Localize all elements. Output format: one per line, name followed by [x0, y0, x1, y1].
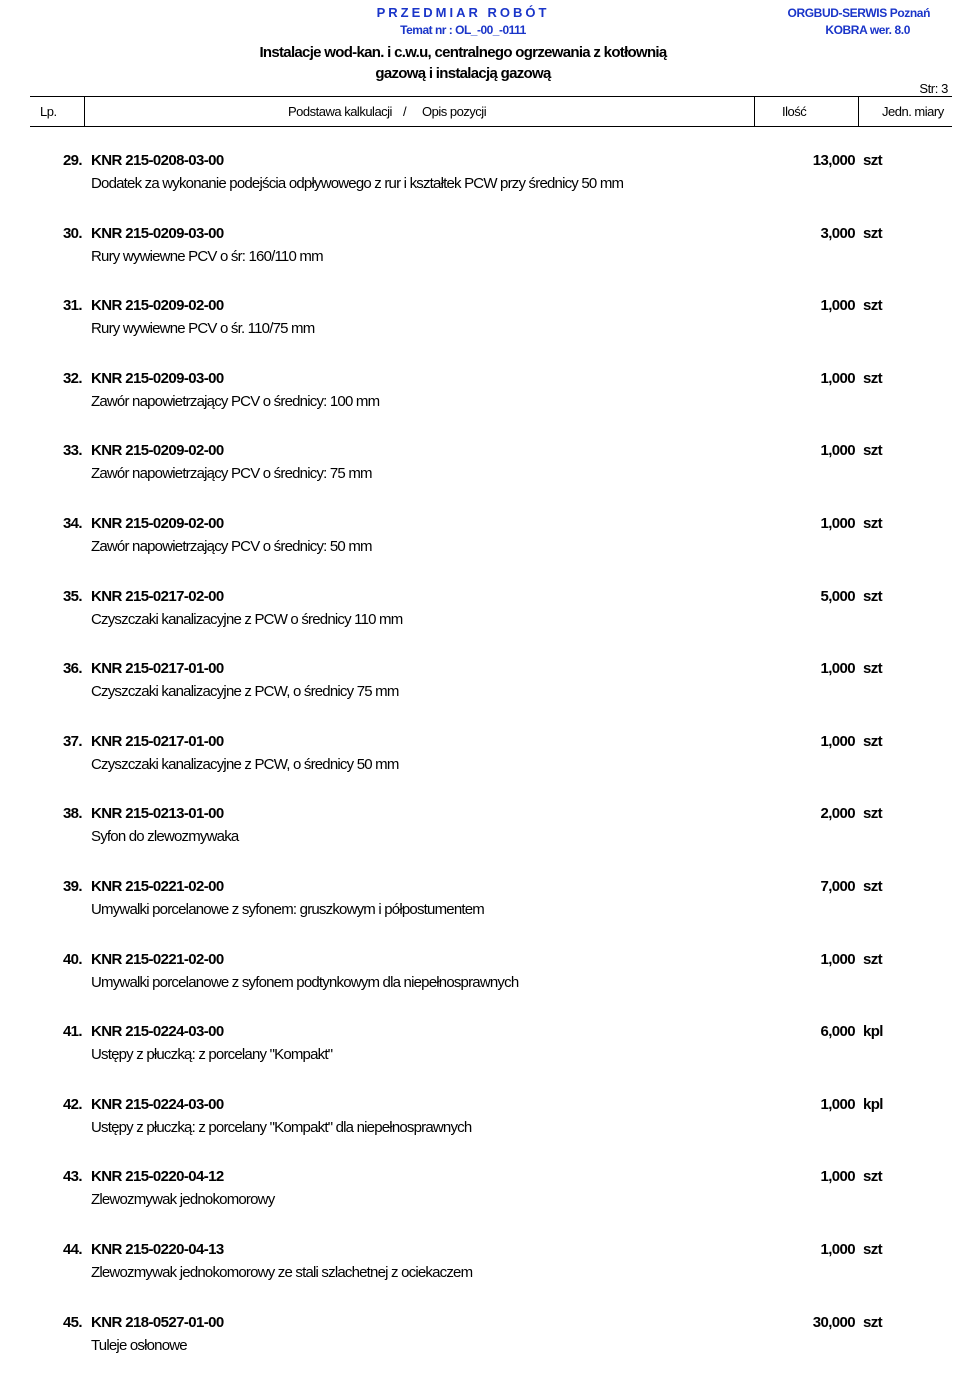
item-code: KNR 215-0220-04-12 — [91, 1168, 224, 1185]
list-item — [0, 150, 960, 223]
item-description: Umywalki porcelanowe z syfonem: gruszkowym i półpostumentem — [91, 901, 484, 918]
list-item — [0, 658, 960, 731]
item-quantity: 1,000 — [820, 1096, 855, 1113]
item-quantity: 1,000 — [820, 951, 855, 968]
item-number: 41. — [63, 1023, 82, 1040]
item-code: KNR 215-0208-03-00 — [91, 152, 224, 169]
item-description: Rury wywiewne PCV o śr: 160/110 mm — [91, 248, 323, 265]
item-number: 40. — [63, 951, 82, 968]
item-code: KNR 215-0209-03-00 — [91, 225, 224, 242]
item-number: 34. — [63, 515, 82, 532]
item-unit: szt — [863, 805, 882, 822]
item-quantity: 1,000 — [820, 1241, 855, 1258]
item-code: KNR 218-0527-01-00 — [91, 1314, 224, 1331]
list-item — [0, 949, 960, 1022]
item-unit: szt — [863, 660, 882, 677]
item-unit: kpl — [863, 1096, 883, 1113]
item-quantity: 7,000 — [820, 878, 855, 895]
item-code: KNR 215-0220-04-13 — [91, 1241, 224, 1258]
item-code: KNR 215-0224-03-00 — [91, 1096, 224, 1113]
item-quantity: 3,000 — [820, 225, 855, 242]
item-code: KNR 215-0217-02-00 — [91, 588, 224, 605]
list-item — [0, 513, 960, 586]
item-unit: szt — [863, 442, 882, 459]
list-item — [0, 1239, 960, 1312]
item-description: Ustępy z płuczką: z porcelany "Kompakt" — [91, 1046, 332, 1063]
column-divider — [84, 97, 85, 126]
item-number: 38. — [63, 805, 82, 822]
item-number: 35. — [63, 588, 82, 605]
list-item — [0, 731, 960, 804]
temat-number: Temat nr : OL_-00_-0111 — [0, 23, 926, 37]
list-item — [0, 1166, 960, 1239]
item-quantity: 2,000 — [820, 805, 855, 822]
item-quantity: 1,000 — [820, 660, 855, 677]
item-unit: szt — [863, 1168, 882, 1185]
item-number: 42. — [63, 1096, 82, 1113]
item-number: 32. — [63, 370, 82, 387]
company-name: ORGBUD-SERWIS Poznań — [788, 6, 930, 20]
item-description: Czyszczaki kanalizacyjne z PCW o średnicy 110 mm — [91, 611, 402, 628]
item-number: 30. — [63, 225, 82, 242]
item-unit: szt — [863, 588, 882, 605]
list-item — [0, 440, 960, 513]
item-quantity: 1,000 — [820, 515, 855, 532]
item-code: KNR 215-0209-02-00 — [91, 297, 224, 314]
item-unit: szt — [863, 951, 882, 968]
list-item — [0, 1094, 960, 1167]
item-description: Umywalki porcelanowe z syfonem podtynkowym dla niepełnosprawnych — [91, 974, 518, 991]
item-quantity: 1,000 — [820, 370, 855, 387]
item-code: KNR 215-0209-03-00 — [91, 370, 224, 387]
item-unit: szt — [863, 1241, 882, 1258]
item-quantity: 30,000 — [813, 1314, 855, 1331]
page-number: Str: 3 — [919, 81, 948, 96]
column-divider — [754, 97, 755, 126]
document-subtitle-line2: gazową i instalacją gazową — [0, 65, 926, 82]
item-description: Ustępy z płuczką: z porcelany "Kompakt" dla niepełnosprawnych — [91, 1119, 471, 1136]
column-podstawa: Podstawa kalkulacji — [288, 104, 392, 119]
item-unit: szt — [863, 515, 882, 532]
item-description: Zawór napowietrzający PCV o średnicy: 75 mm — [91, 465, 372, 482]
item-number: 37. — [63, 733, 82, 750]
item-quantity: 1,000 — [820, 442, 855, 459]
item-unit: szt — [863, 297, 882, 314]
column-slash: / — [403, 104, 406, 119]
item-description: Dodatek za wykonanie podejścia odpływowego z rur i kształtek PCW przy średnicy 50 mm — [91, 175, 623, 192]
item-unit: szt — [863, 878, 882, 895]
item-description: Zawór napowietrzający PCV o średnicy: 50 mm — [91, 538, 372, 555]
item-quantity: 1,000 — [820, 297, 855, 314]
list-item — [0, 368, 960, 441]
item-description: Tuleje osłonowe — [91, 1337, 187, 1354]
item-unit: kpl — [863, 1023, 883, 1040]
item-code: KNR 215-0221-02-00 — [91, 878, 224, 895]
item-list — [0, 150, 960, 1384]
item-number: 44. — [63, 1241, 82, 1258]
item-quantity: 5,000 — [820, 588, 855, 605]
item-number: 39. — [63, 878, 82, 895]
list-item — [0, 803, 960, 876]
software-version: KOBRA wer. 8.0 — [825, 23, 910, 37]
list-item — [0, 876, 960, 949]
item-code: KNR 215-0209-02-00 — [91, 515, 224, 532]
item-number: 45. — [63, 1314, 82, 1331]
column-ilosc: Ilość — [782, 104, 806, 119]
item-unit: szt — [863, 1314, 882, 1331]
item-unit: szt — [863, 733, 882, 750]
item-quantity: 1,000 — [820, 1168, 855, 1185]
item-description: Zlewozmywak jednokomorowy ze stali szlachetnej z ociekaczem — [91, 1264, 472, 1281]
item-description: Czyszczaki kanalizacyjne z PCW, o średnicy 50 mm — [91, 756, 399, 773]
item-unit: szt — [863, 225, 882, 242]
item-quantity: 13,000 — [813, 152, 855, 169]
item-description: Zawór napowietrzający PCV o średnicy: 100 mm — [91, 393, 379, 410]
column-divider — [858, 97, 859, 126]
list-item — [0, 295, 960, 368]
column-jedn: Jedn. miary — [882, 104, 944, 119]
item-code: KNR 215-0213-01-00 — [91, 805, 224, 822]
column-lp: Lp. — [40, 104, 57, 119]
list-item — [0, 586, 960, 659]
item-description: Zlewozmywak jednokomorowy — [91, 1191, 274, 1208]
item-number: 29. — [63, 152, 82, 169]
item-description: Syfon do zlewozmywaka — [91, 828, 238, 845]
item-description: Czyszczaki kanalizacyjne z PCW, o średnicy 75 mm — [91, 683, 399, 700]
list-item — [0, 1312, 960, 1384]
column-opis: Opis pozycji — [422, 104, 486, 119]
item-code: KNR 215-0224-03-00 — [91, 1023, 224, 1040]
item-quantity: 1,000 — [820, 733, 855, 750]
item-code: KNR 215-0217-01-00 — [91, 660, 224, 677]
item-number: 31. — [63, 297, 82, 314]
column-header-row — [30, 96, 952, 127]
item-unit: szt — [863, 370, 882, 387]
item-number: 36. — [63, 660, 82, 677]
document-title: PRZEDMIAR ROBÓT — [0, 5, 926, 20]
item-code: KNR 215-0209-02-00 — [91, 442, 224, 459]
item-code: KNR 215-0217-01-00 — [91, 733, 224, 750]
item-description: Rury wywiewne PCV o śr. 110/75 mm — [91, 320, 314, 337]
list-item — [0, 1021, 960, 1094]
item-unit: szt — [863, 152, 882, 169]
list-item — [0, 223, 960, 296]
document-subtitle-line1: Instalacje wod-kan. i c.w.u, centralnego ogrzewania z kotłownią — [0, 44, 926, 61]
item-number: 33. — [63, 442, 82, 459]
item-code: KNR 215-0221-02-00 — [91, 951, 224, 968]
item-number: 43. — [63, 1168, 82, 1185]
item-quantity: 6,000 — [820, 1023, 855, 1040]
